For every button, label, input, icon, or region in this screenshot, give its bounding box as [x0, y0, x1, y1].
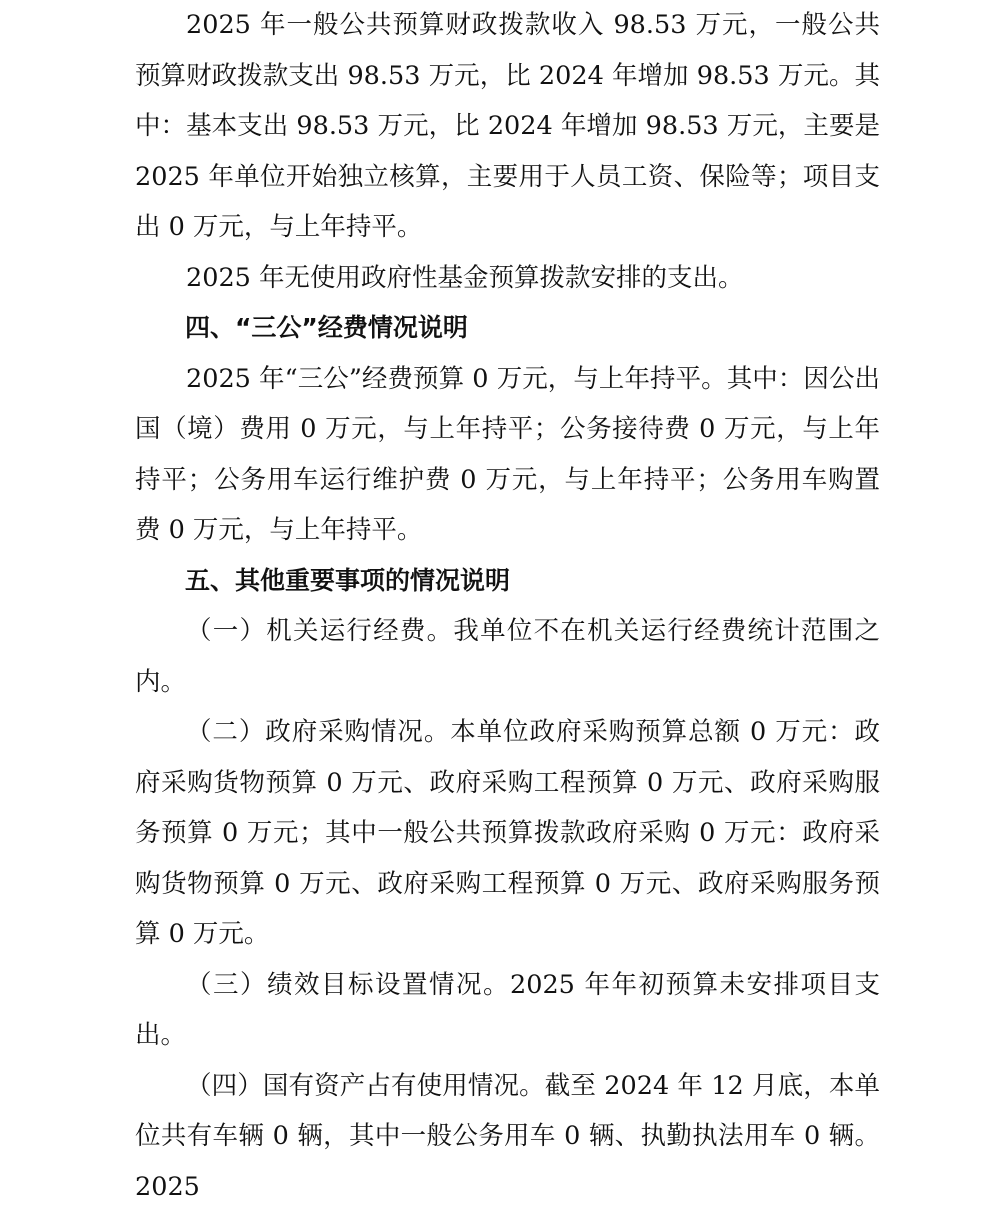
document-page: [135, 0, 880, 1212]
paragraph-budget-expenditure: 2025 年一般公共预算财政拨款收入 98.53 万元，一般公共预算财政拨款支出 98.53 万元，比 2024 年增加 98.53 万元。其中：基本支出 98.53 万元，比 2024 年增加 98.53 万元，主要是 2025 年单位开始独立核算，主要用于人员工资、保险等；项目支出 0 万元，与上年持平。: [135, 0, 880, 253]
section-heading-three-public: 四、“三公”经费情况说明: [135, 303, 880, 354]
paragraph-performance-targets: （三）绩效目标设置情况。2025 年年初预算未安排项目支出。: [135, 960, 880, 1061]
section-heading-other-matters: 五、其他重要事项的情况说明: [135, 556, 880, 607]
paragraph-fund-budget: 2025 年无使用政府性基金预算拨款安排的支出。: [135, 253, 880, 304]
paragraph-government-procurement: （二）政府采购情况。本单位政府采购预算总额 0 万元：政府采购货物预算 0 万元、政府采购工程预算 0 万元、政府采购服务预算 0 万元；其中一般公共预算拨款政府采购 0 万元：政府采购货物预算 0 万元、政府采购工程预算 0 万元、政府采购服务预算 0 万元。: [135, 707, 880, 960]
paragraph-state-assets: （四）国有资产占有使用情况。截至 2024 年 12 月底，本单位共有车辆 0 辆，其中一般公务用车 0 辆、执勤执法用车 0 辆。2025: [135, 1061, 880, 1212]
paragraph-three-public-expenses: 2025 年“三公”经费预算 0 万元，与上年持平。其中：因公出国（境）费用 0 万元，与上年持平；公务接待费 0 万元，与上年持平；公务用车运行维护费 0 万元，与上年持平；公务用车购置费 0 万元，与上年持平。: [135, 354, 880, 556]
paragraph-operating-expenses: （一）机关运行经费。我单位不在机关运行经费统计范围之内。: [135, 606, 880, 707]
